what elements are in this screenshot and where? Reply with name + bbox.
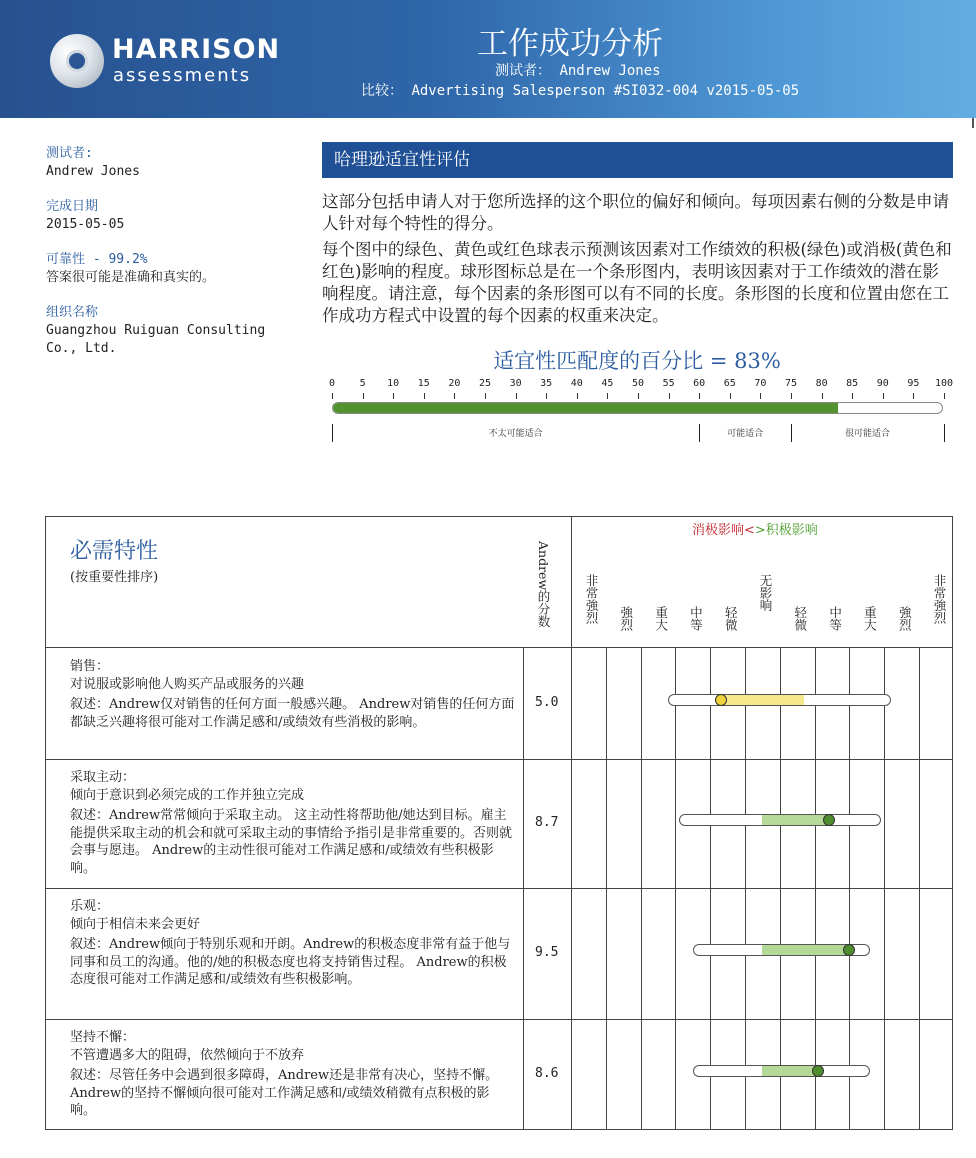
header-compare-value: Advertising Salesperson #SI032-004 v2015-05-05	[411, 83, 800, 99]
impact-scale-label: 中等	[827, 606, 843, 631]
scale-tick	[516, 393, 517, 399]
zone-divider	[699, 424, 700, 442]
trait-name: 采取主动：	[70, 770, 136, 785]
impact-positive: >积极影响	[754, 523, 818, 538]
trait-score: 8.7	[535, 814, 559, 830]
impact-ball-icon	[715, 694, 727, 706]
taker-name: Andrew Jones	[46, 164, 140, 179]
scale-tick	[424, 393, 425, 399]
description-paragraph: 这部分包括申请人对于您所选择的这个职位的偏好和倾向。每项因素右侧的分数是申请人针对每个特性的得分。	[322, 192, 949, 233]
scale-tick-label: 35	[540, 378, 553, 389]
scale-tick-label: 5	[359, 378, 366, 389]
trait-definition: 倾向于意识到必须完成的工作并独立完成	[70, 787, 305, 803]
impact-scale-label: 轻微	[723, 606, 739, 631]
impact-scale-label: 強烈	[897, 606, 913, 631]
scale-tick-label: 55	[662, 378, 675, 389]
impact-scale-label: 非常強烈	[584, 574, 599, 624]
scale-tick-label: 85	[846, 378, 859, 389]
section-description	[322, 191, 954, 331]
impact-scale-label: 重大	[653, 606, 669, 631]
scale-tick-label: 10	[387, 378, 400, 389]
impact-scale-label: 中等	[688, 606, 704, 631]
scale-tick	[852, 393, 853, 399]
date-label: 完成日期	[46, 199, 99, 214]
trait-bar-fill	[762, 815, 828, 825]
scale-tick-label: 70	[754, 378, 767, 389]
impact-ball-icon	[823, 814, 835, 826]
scale-tick-label: 30	[509, 378, 522, 389]
scale-tick	[638, 393, 639, 399]
reliability-label: 可靠性 - 99.2%	[46, 252, 148, 267]
trait-bar-fill	[721, 695, 805, 705]
impact-legend	[692, 519, 818, 538]
trait-name: 销售：	[70, 659, 110, 674]
suitability-bar	[332, 402, 943, 414]
row-divider	[45, 759, 953, 760]
description-paragraph: 每个图中的绿色、黄色或红色球表示预测该因素对工作绩效的积极(绿色)或消极(黄色和红色)影响的程度。球形图标总是在一个条形图内，表明该因素对于工作绩效的潜在影响程度。请注意，每个因素的条形图可以有不同的长度。条形图的长度和位置由您在工作成功方程式中设置的每个因素的权重来决定。	[322, 240, 952, 325]
column-divider	[571, 516, 572, 1130]
scale-tick	[822, 393, 823, 399]
trait-description	[70, 658, 515, 731]
table-title: 必需特性	[70, 539, 159, 564]
scale-tick	[485, 393, 486, 399]
trait-definition: 不管遭遇多大的阻碍，依然倾向于不放弃	[70, 1047, 305, 1063]
trait-score: 5.0	[535, 694, 559, 710]
header-compare-label: 比较：	[361, 83, 403, 99]
suitability-percent: 适宜性匹配度的百分比 = 83%	[493, 349, 781, 373]
scale-tick-label: 90	[876, 378, 889, 389]
zone-divider	[791, 424, 792, 442]
trait-narrative: 叙述：Andrew倾向于特别乐观和开朗。Andrew的积极态度非常有益于他与同事和员工的沟通。他的/她的积极态度也将支持销售过程。 Andrew的积极态度很可能对工作满足感和/或绩效有些积极影响。	[70, 937, 511, 987]
scale-tick	[363, 393, 364, 399]
trait-narrative: 叙述：Andrew仅对销售的任何方面一般感兴趣。 Andrew对销售的任何方面都缺乏兴趣将很可能对工作满足感和/或绩效有些消极的影响。	[70, 697, 515, 730]
impact-ball-icon	[843, 944, 855, 956]
score-header: Andrew的分数	[536, 541, 551, 628]
date-value: 2015-05-05	[46, 217, 125, 232]
logo-name: HARRISON	[112, 34, 281, 65]
trait-narrative: 叙述：尽管任务中会遇到很多障碍，Andrew还是非常有决心，坚持不懈。 Andrew的坚持不懈倾向很可能对工作满足感和/或绩效稍微有点积极的影响。	[70, 1068, 499, 1118]
harrison-logo	[50, 32, 281, 92]
scale-tick	[883, 393, 884, 399]
impact-scale-label: 轻微	[792, 606, 808, 631]
report-title: 工作成功分析	[477, 26, 663, 62]
scale-tick	[913, 393, 914, 399]
scale-tick	[944, 393, 945, 399]
trait-description	[70, 898, 515, 989]
candidate-info	[46, 142, 286, 372]
zone-label: 可能适合	[727, 429, 764, 439]
trait-description	[70, 1029, 515, 1120]
scale-tick	[393, 393, 394, 399]
scale-tick	[607, 393, 608, 399]
scale-tick-label: 25	[478, 378, 492, 389]
scale-tick-label: 50	[631, 378, 645, 389]
scale-tick-label: 15	[417, 378, 430, 389]
scale-tick-label: 100	[934, 378, 954, 389]
scale-tick	[760, 393, 761, 399]
logo-sub: assessments	[113, 65, 252, 86]
scale-tick-label: 45	[601, 378, 614, 389]
header-compare	[361, 80, 799, 100]
trait-bar-fill	[762, 945, 849, 955]
reliability-text: 答案很可能是准确和真实的。	[46, 270, 216, 285]
row-divider	[45, 888, 953, 889]
report-header	[0, 0, 976, 118]
scale-tick	[669, 393, 670, 399]
impact-scale-label: 非常強烈	[932, 574, 947, 624]
table-header-divider	[45, 647, 953, 648]
scale-tick-label: 80	[815, 378, 828, 389]
trait-description	[70, 769, 515, 877]
scale-tick-label: 65	[723, 378, 736, 389]
scale-tick	[730, 393, 731, 399]
scale-tick-label: 60	[693, 378, 706, 389]
zone-label: 不太可能适合	[488, 429, 543, 439]
header-taker	[495, 60, 661, 80]
trait-score: 9.5	[535, 944, 559, 960]
impact-negative: 消极影响<	[692, 523, 755, 538]
impact-scale-label: 重大	[862, 606, 878, 631]
scale-tick-label: 20	[448, 378, 461, 389]
scale-tick-label: 0	[328, 378, 336, 389]
trait-name: 坚持不懈：	[70, 1030, 136, 1045]
scale-tick	[454, 393, 455, 399]
suitability-fill	[333, 403, 838, 413]
scale-tick	[699, 393, 700, 399]
scale-tick-label: 40	[570, 378, 583, 389]
zone-divider	[332, 424, 333, 442]
table-subtitle: (按重要性排序)	[70, 570, 159, 585]
scale-tick	[577, 393, 578, 399]
header-taker-name: Andrew Jones	[559, 63, 661, 79]
taker-label: 测试者:	[46, 146, 93, 161]
row-divider	[45, 1019, 953, 1020]
zone-divider	[944, 424, 945, 442]
trait-definition: 倾向于相信未来会更好	[70, 916, 201, 932]
scale-tick	[332, 393, 333, 399]
scale-tick	[791, 393, 792, 399]
impact-scale-label: 強烈	[618, 606, 634, 631]
impact-ball-icon	[812, 1065, 824, 1077]
zone-label: 很可能适合	[844, 429, 891, 439]
scale-tick-label: 75	[784, 378, 798, 389]
edge-divider	[972, 118, 974, 128]
trait-narrative: 叙述：Andrew常常倾向于采取主动。 这主动性将帮助他/她达到目标。雇主能提供采取主动的机会和就可采取主动的事情给予指引是非常重要的。否则就会事与愿违。 Andrew的主动性很可能对工作满足感和/或绩效有些积极影响。	[70, 808, 513, 876]
trait-definition: 对说服或影响他人购买产品或服务的兴趣	[70, 676, 305, 692]
header-taker-label: 测试者：	[495, 63, 551, 79]
suitability-scale	[320, 378, 960, 448]
scale-tick	[546, 393, 547, 399]
trait-score: 8.6	[535, 1065, 559, 1081]
section-banner: 哈理逊适宜性评估	[322, 142, 953, 178]
scale-tick-label: 95	[907, 378, 920, 389]
harrison-logo-icon	[50, 34, 104, 88]
trait-bar-fill	[762, 1066, 818, 1076]
org-label: 组织名称	[46, 305, 99, 320]
impact-scale-label: 无影响	[758, 574, 773, 612]
trait-name: 乐观：	[70, 899, 110, 914]
org-value: Guangzhou Ruiguan Consulting Co., Ltd.	[46, 323, 266, 356]
